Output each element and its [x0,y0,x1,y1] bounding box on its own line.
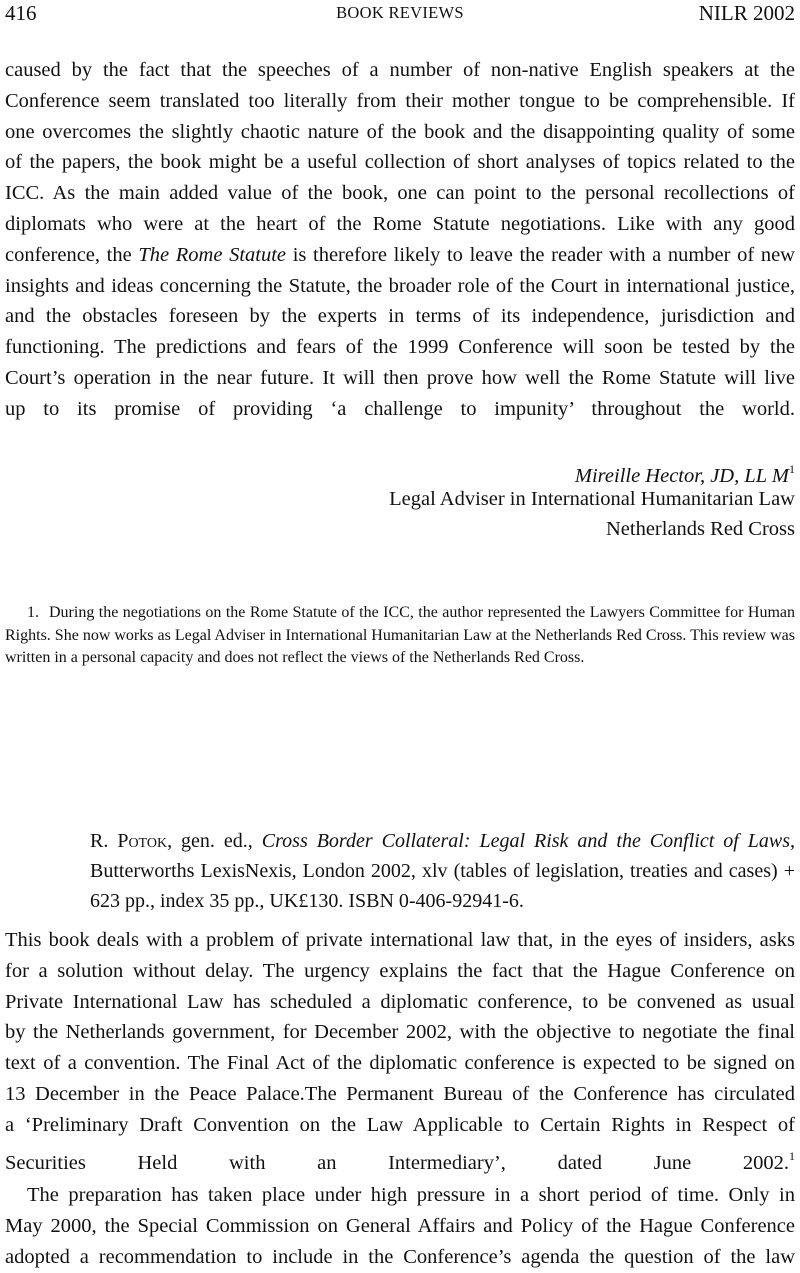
text-line: May 2000, the Special Commission on General Affairs and Policy of the Hague Conference [5,1214,795,1237]
text-line: adopted a recommendation to include in the Conference’s agenda the question of the law [5,1245,795,1268]
text-run: Securities Held with an Intermediary’, dated June 2002. [5,1151,789,1174]
text-line: Private International Law has scheduled a diplomatic conference, to be convened as usual [5,990,795,1013]
text-run: conference, the [5,243,139,266]
book-author: R. Potok [90,830,168,852]
running-header [5,0,795,26]
text-line: diplomats who were at the heart of the Rome Statute negotiations. Like with any good [5,212,795,235]
text-line: This book deals with a problem of private international law that, in the eyes of insiders, asks [5,929,795,951]
text-line-with-title [5,240,795,271]
page-number: 416 [5,1,37,25]
review2-paragraph-1 [5,925,795,1174]
text-line: a ‘Preliminary Draft Convention on the Law Applicable to Certain Rights in Respect of [5,1113,795,1136]
book-citation [90,826,795,916]
text-line: of the papers, the book might be a useful collection of short analyses of topics related to the [5,151,795,174]
text-line: caused by the fact that the speeches of a number of non-native English speakers at the [5,59,795,81]
review1-conclusion [5,55,795,425]
footnote-ref[interactable]: 1 [789,1148,795,1163]
book-title-italic: The Rome Statute [138,243,287,266]
journal-abbrev: NILR 2002 [698,1,795,25]
text-run: The preparation has taken place under high pressure in a short period of time. Only in [27,1184,795,1206]
footnote-number: 1. [27,604,39,621]
editor-note: , gen. ed., [167,830,262,852]
text-line: insights and ideas concerning the Statute, the broader role of the Court in international justice, [5,274,795,297]
footnote-ref[interactable]: 1 [789,462,795,476]
reviewer-name-text: Mireille Hector, JD, LL M [574,465,789,487]
review2-paragraph-2 [5,1180,795,1272]
footnote-text: During the negotiations on the Rome Statute of the ICC, the author represented the Lawyers Committee for Human Rights. She now works as Legal Adviser in International Humanitarian Law at the Netherlands Red Cross. This review was written in a personal capacity and does not reflect the views of the Netherlands Red Cross. [5,604,795,666]
text-line [5,1141,795,1172]
publication-details: , Butterworths LexisNexis, London 2002, xlv (tables of legislation, treaties and cases) + 623 pp., index 35 pp., UK£130. ISBN 0-406-92941-6. [90,830,796,912]
text-line: Conference seem translated too literally from their mother tongue to be comprehensible. If [5,89,795,112]
text-line: ICC. As the main added value of the book, one can point to the personal recollections of [5,182,795,205]
text-run: is therefore likely to leave the reader with a number of new [286,243,795,266]
book-title: Cross Border Collateral: Legal Risk and the Conflict of Laws [261,830,791,852]
text-line: for a solution without delay. The urgency explains the fact that the Hague Conference on [5,959,795,982]
text-line [5,1180,795,1211]
reviewer-organization: Netherlands Red Cross [605,518,795,540]
text-line: up to its promise of providing ‘a challenge to impunity’ throughout the world. [5,397,795,420]
section-title: BOOK REVIEWS [336,3,464,22]
text-line: text of a convention. The Final Act of the diplomatic conference is expected to be signed on [5,1052,795,1075]
text-line: functioning. The predictions and fears of the 1999 Conference will soon be tested by the [5,336,795,359]
text-line: 13 December in the Peace Palace.The Permanent Bureau of the Conference has circulated [5,1082,795,1105]
text-line: Court’s operation in the near future. It will then prove how well the Rome Statute will live [5,366,795,389]
text-line: by the Netherlands government, for December 2002, with the objective to negotiate the final [5,1021,795,1044]
text-line: and the obstacles foreseen by the experts in terms of its independence, jurisdiction and [5,305,795,328]
text-line: one overcomes the slightly chaotic nature of the book and the disappointing quality of some [5,120,795,143]
reviewer-title: Legal Adviser in International Humanitarian Law [389,488,795,510]
footnote [5,602,795,670]
